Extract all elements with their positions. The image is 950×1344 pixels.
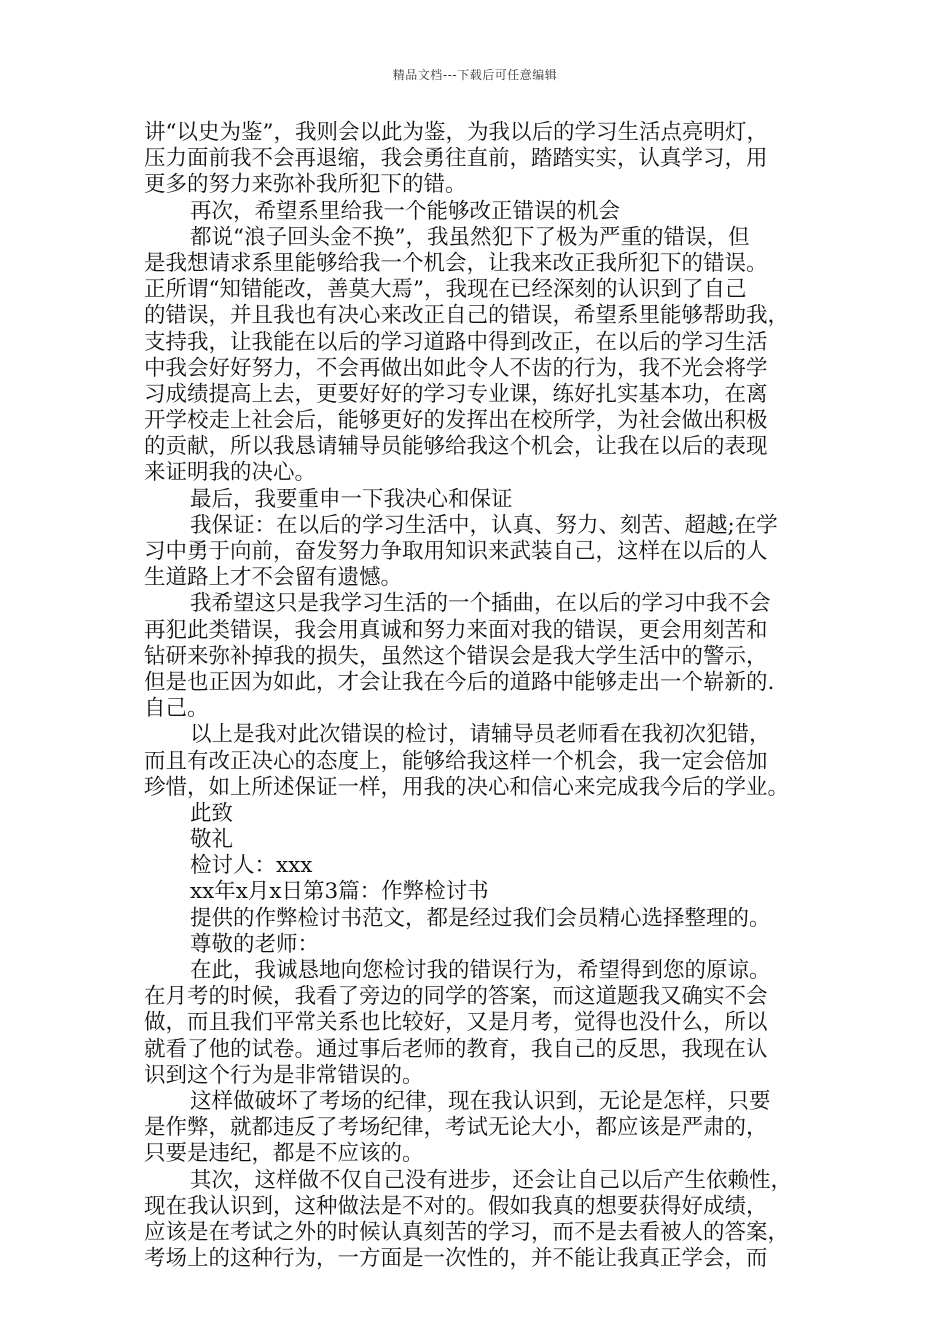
text-line: 做，而且我们平常关系也比较好，又是月考，觉得也没什么，所以 <box>144 1010 768 1036</box>
text-line: 习成绩提高上去，更要好好的学习专业课，练好扎实基本功，在离 <box>144 381 768 407</box>
text-line: 支持我，让我能在以后的学习道路中得到改正，在以后的学习生活 <box>144 329 768 355</box>
text-line: 来证明我的决心。 <box>144 460 317 486</box>
text-line: 最后，我要重申一下我决心和保证 <box>190 486 513 512</box>
text-line: 应该是在考试之外的时候认真刻苦的学习，而不是去看被人的答案， <box>144 1219 790 1245</box>
text-line: 讲“以史为鉴”，我则会以此为鉴，为我以后的学习生活点亮明灯， <box>144 120 768 145</box>
text-line: 提供的作弊检讨书范文，都是经过我们会员精心选择整理的。 <box>190 905 771 931</box>
text-line: 在此，我诚恳地向您检讨我的错误行为，希望得到您的原谅。 <box>190 958 771 983</box>
text-line: 此致 <box>190 800 234 826</box>
text-line: 自己。 <box>144 696 209 722</box>
text-line: 的贡献，所以我恳请辅导员能够给我这个机会，让我在以后的表现 <box>144 434 768 460</box>
text-line: 而且有改正决心的态度上，能够给我这样一个机会，我一定会倍加 <box>144 748 768 774</box>
text-line: 其次，这样做不仅自己没有进步，还会让自己以后产生依赖性， <box>190 1167 793 1193</box>
document-body <box>144 120 816 1272</box>
text-line: 就看了他的试卷。通过事后老师的教育，我自己的反思，我现在认 <box>144 1036 768 1062</box>
page-header: 精品文档---下载后可任意编辑 <box>392 68 558 82</box>
text-line: 更多的努力来弥补我所犯下的错。 <box>144 172 467 198</box>
text-line: 在月考的时候，我看了旁边的同学的答案，而这道题我又确实不会 <box>144 984 768 1010</box>
text-line: 是我想请求系里能够给我一个机会，让我来改正我所犯下的错误。 <box>144 250 768 276</box>
text-line: xx年x月x日第3篇：作弊检讨书 <box>190 879 489 905</box>
text-line: 生道路上才不会留有遗憾。 <box>144 565 403 591</box>
text-line: 珍惜，如上所述保证一样，用我的决心和信心来完成我今后的学业。 <box>144 774 790 800</box>
text-line: 中我会好好努力，不会再做出如此令人不齿的行为，我不光会将学 <box>144 355 768 381</box>
text-line: 压力面前我不会再退缩，我会勇往直前，踏踏实实，认真学习，用 <box>144 146 768 172</box>
text-line: 现在我认识到，这种做法是不对的。假如我真的想要获得好成绩， <box>144 1193 768 1219</box>
text-line: 我希望这只是我学习生活的一个插曲，在以后的学习中我不会 <box>190 591 771 617</box>
text-line: 我保证：在以后的学习生活中，认真、努力、刻苦、超越;在学 <box>190 512 778 538</box>
text-line: 但是也正因为如此，才会让我在今后的道路中能够走出一个崭新的. <box>144 669 775 695</box>
text-line: 都说“浪子回头金不换”，我虽然犯下了极为严重的错误，但 <box>190 224 750 250</box>
text-line: 再犯此类错误，我会用真诚和努力来面对我的错误，更会用刻苦和 <box>144 617 768 643</box>
text-line: 敬礼 <box>190 827 234 853</box>
text-line: 检讨人：xxx <box>190 853 313 879</box>
text-line: 只要是违纪，都是不应该的。 <box>144 1141 424 1167</box>
text-line: 识到这个行为是非常错误的。 <box>144 1062 424 1088</box>
text-line: 开学校走上社会后，能够更好的发挥出在校所学，为社会做出积极 <box>144 408 768 434</box>
text-line: 的错误，并且我也有决心来改正自己的错误，希望系里能够帮助我， <box>144 303 790 329</box>
text-line: 考场上的这种行为，一方面是一次性的，并不能让我真正学会，而 <box>144 1246 768 1272</box>
text-line: 以上是我对此次错误的检讨，请辅导员老师看在我初次犯错， <box>190 722 771 748</box>
text-line: 钻研来弥补掉我的损失，虽然这个错误会是我大学生活中的警示， <box>144 643 768 669</box>
text-line: 尊敬的老师： <box>190 931 320 957</box>
text-line: 再次，希望系里给我一个能够改正错误的机会 <box>190 198 621 224</box>
text-line: 正所谓“知错能改，善莫大焉”，我现在已经深刻的认识到了自己 <box>144 277 747 303</box>
text-line: 是作弊，就都违反了考场纪律，考试无论大小，都应该是严肃的， <box>144 1115 768 1141</box>
text-line: 这样做破坏了考场的纪律，现在我认识到，无论是怎样，只要 <box>190 1088 771 1114</box>
text-line: 习中勇于向前，奋发努力争取用知识来武装自己，这样在以后的人 <box>144 539 768 564</box>
